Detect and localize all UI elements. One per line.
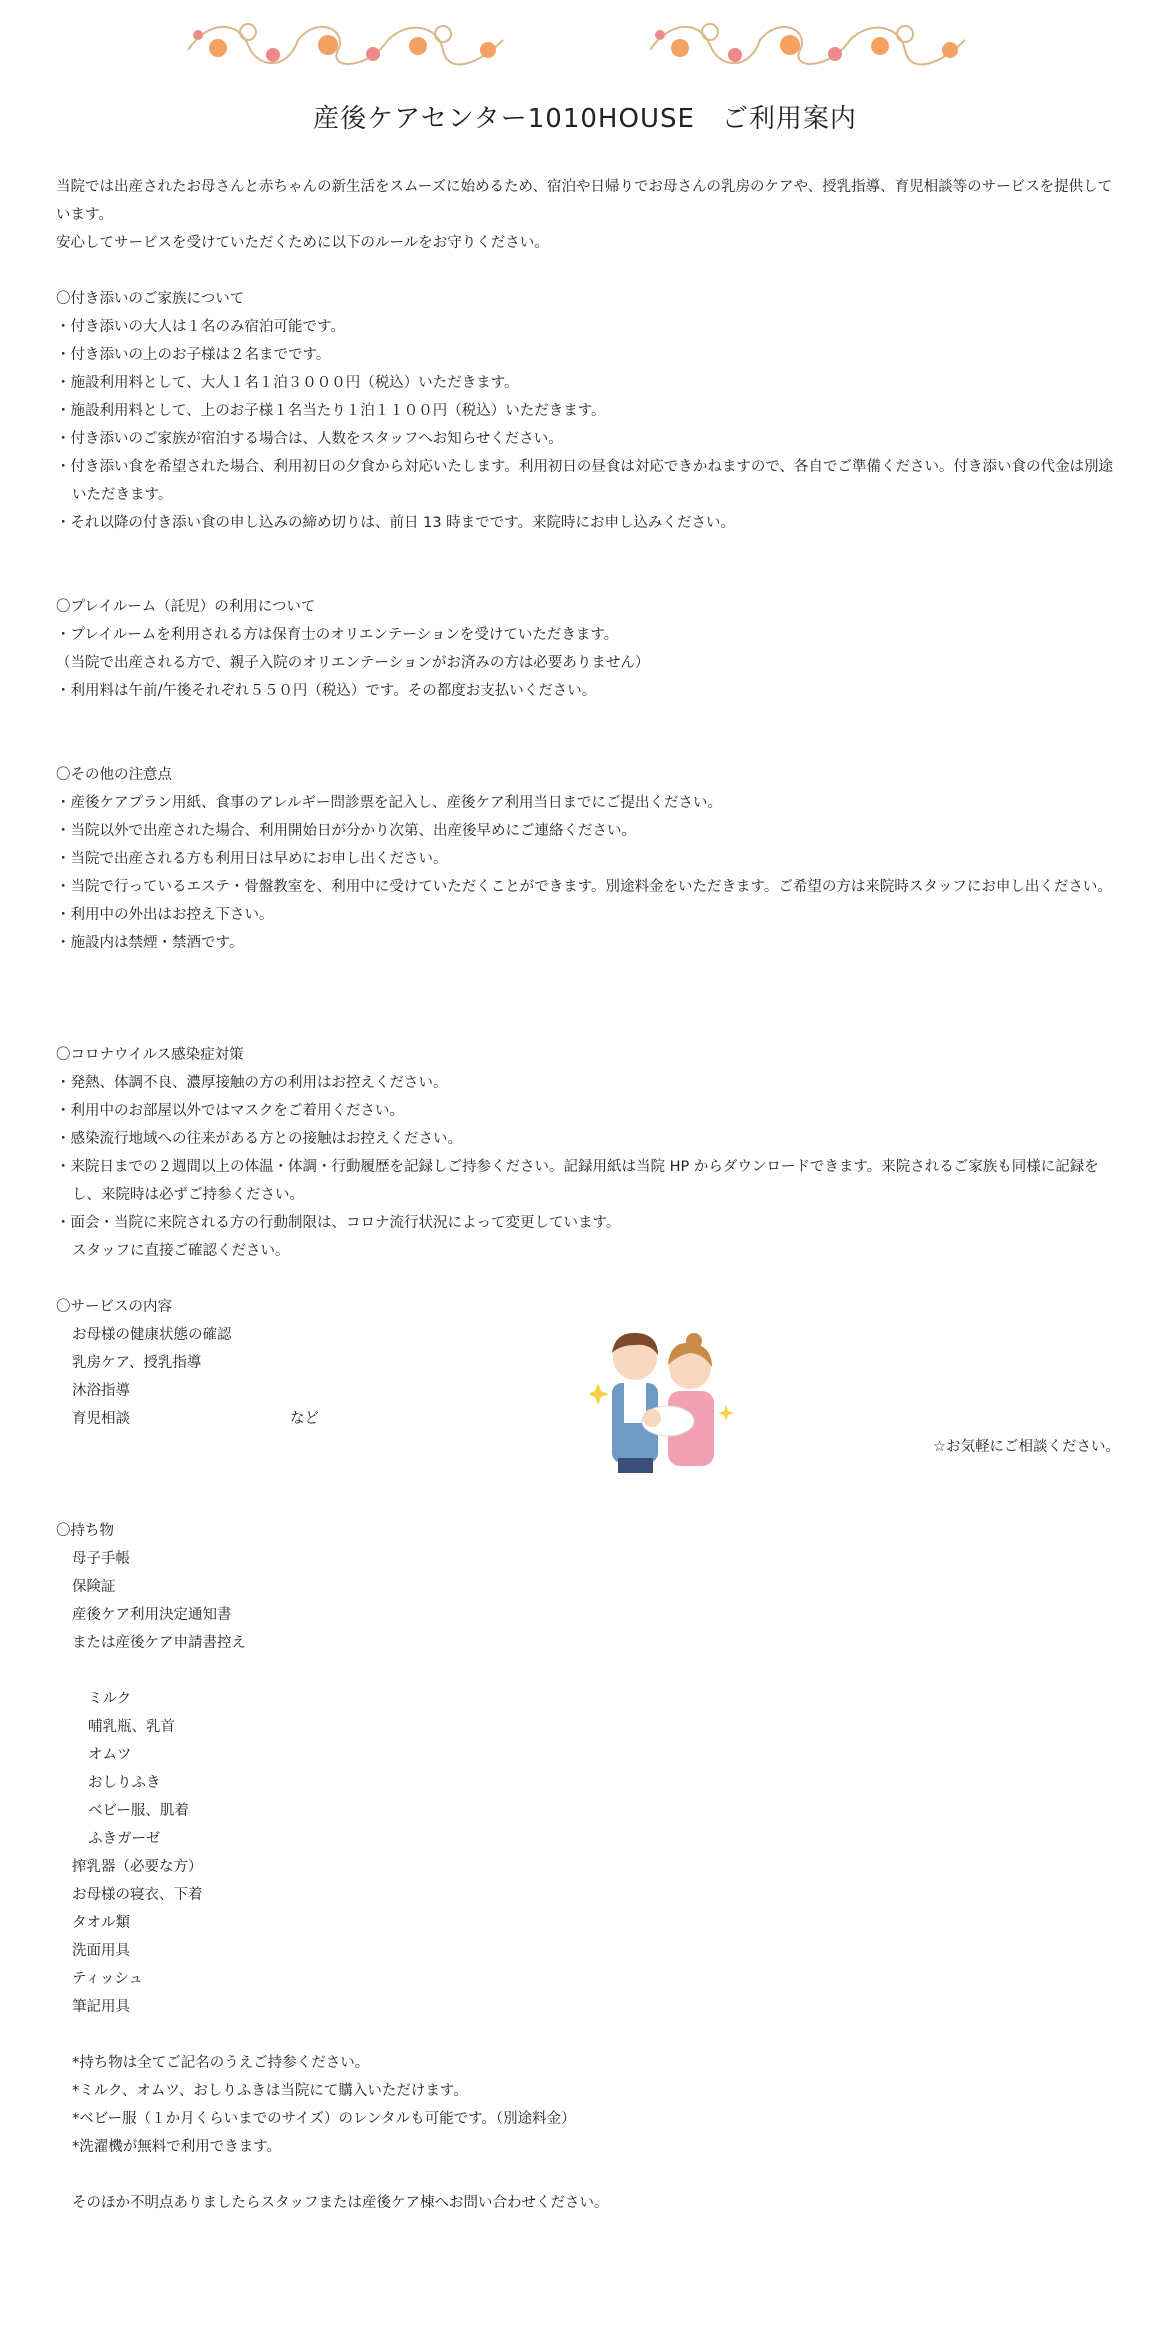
- guide-content: [56, 173, 1126, 2217]
- family-section: [56, 285, 1126, 537]
- services-section: [56, 1293, 1126, 1461]
- service-item: 乳房ケア、授乳指導: [72, 1355, 202, 1371]
- floral-decoration-left: [178, 10, 518, 80]
- belonging-item: ミルク: [88, 1691, 132, 1707]
- list-item: ・施設内は禁煙・禁酒です。: [56, 935, 244, 951]
- list-item: ・それ以降の付き添い食の申し込みの締め切りは、前日 13 時までです。来院時にお申し込みください。: [56, 515, 736, 531]
- page-title: 産後ケアセンター1010HOUSE ご利用案内: [313, 104, 857, 134]
- list-item: ・当院で行っているエステ・骨盤教室を、利用中に受けていただくことができます。別途料金をいただきます。ご希望の方は来院時スタッフにお申し出ください。: [56, 879, 1112, 895]
- service-etc: など: [290, 1411, 319, 1427]
- other-notes-section: [56, 761, 1126, 957]
- belonging-item: 哺乳瓶、乳首: [88, 1719, 175, 1735]
- service-item-row: [56, 1405, 1126, 1433]
- section-heading: 〇コロナウイルス感染症対策: [56, 1047, 244, 1063]
- belonging-item: ベビー服、肌着: [88, 1803, 189, 1819]
- belongings-note: *ベビー服（１か月くらいまでのサイズ）のレンタルも可能です。（別途料金）: [72, 2111, 576, 2127]
- floral-decoration-right: [640, 10, 980, 80]
- service-item: 沐浴指導: [72, 1383, 130, 1399]
- belonging-item: タオル類: [72, 1915, 130, 1931]
- belonging-item: 産後ケア利用決定通知書: [72, 1607, 232, 1623]
- list-item: ・当院で出産される方も利用日は早めにお申し出ください。: [56, 851, 448, 867]
- list-item: ・付き添いのご家族が宿泊する場合は、人数をスタッフへお知らせください。: [56, 431, 563, 447]
- list-item: ・当院以外で出産された場合、利用開始日が分かり次第、出産後早めにご連絡ください。: [56, 823, 636, 839]
- belonging-item: 母子手帳: [72, 1551, 130, 1567]
- service-item: お母様の健康状態の確認: [72, 1327, 232, 1343]
- service-item: 育児相談: [72, 1411, 130, 1427]
- list-item: ・来院日までの２週間以上の体温・体調・行動履歴を記録しご持参ください。記録用紙は当院 HP からダウンロードできます。来院されるご家族も同様に記録をし、来院時は必ずご持参ください。: [56, 1159, 1099, 1203]
- list-item: ・施設利用料として、大人１名１泊３０００円（税込）いただきます。: [56, 375, 519, 391]
- list-item: ・感染流行地域への往来がある方との接触はお控えください。: [56, 1131, 462, 1147]
- list-item: ・面会・当院に来院される方の行動制限は、コロナ流行状況によって変更しています。: [56, 1215, 621, 1231]
- closing-note: そのほか不明点ありましたらスタッフまたは産後ケア棟へお問い合わせください。: [72, 2195, 609, 2211]
- list-item: ・プレイルームを利用される方は保育士のオリエンテーションを受けていただきます。: [56, 627, 619, 643]
- consult-note: ☆お気軽にご相談ください。: [933, 1439, 1120, 1455]
- list-item: ・利用中の外出はお控え下さい。: [56, 907, 274, 923]
- intro-rules-note: 安心してサービスを受けていただくために以下のルールをお守りください。: [56, 235, 549, 251]
- belonging-item: ふきガーゼ: [88, 1831, 161, 1847]
- section-heading: 〇持ち物: [56, 1523, 114, 1539]
- belonging-item: 保険証: [72, 1579, 116, 1595]
- belonging-item: 搾乳器（必要な方）: [72, 1859, 203, 1875]
- belonging-item: お母様の寝衣、下着: [72, 1887, 203, 1903]
- list-item: ・利用料は午前/午後それぞれ５５０円（税込）です。その都度お支払いください。: [56, 683, 597, 699]
- list-item: ・付き添い食を希望された場合、利用初日の夕食から対応いたします。利用初日の昼食は対応できかねますので、各自でご準備ください。付き添い食の代金は別途いただきます。: [56, 459, 1114, 503]
- section-heading: 〇プレイルーム（託児）の利用について: [56, 599, 316, 615]
- belonging-item: 筆記用具: [72, 1999, 130, 2015]
- section-heading: 〇付き添いのご家族について: [56, 291, 245, 307]
- section-heading: 〇サービスの内容: [56, 1299, 172, 1315]
- belonging-item: 洗面用具: [72, 1943, 130, 1959]
- belonging-item: オムツ: [88, 1747, 132, 1763]
- list-item: （当院で出産される方で、親子入院のオリエンテーションがお済みの方は必要ありません）: [56, 655, 650, 671]
- list-item: ・利用中のお部屋以外ではマスクをご着用ください。: [56, 1103, 404, 1119]
- list-item: ・付き添いの上のお子様は２名までです。: [56, 347, 331, 363]
- intro-paragraph: 当院では出産されたお母さんと赤ちゃんの新生活をスムーズに始めるため、宿泊や日帰りでお母さんの乳房のケアや、授乳指導、育児相談等のサービスを提供しています。: [56, 179, 1113, 223]
- belongings-note: *持ち物は全てご記名のうえご持参ください。: [72, 2055, 370, 2071]
- belonging-item: ティッシュ: [72, 1971, 144, 1987]
- list-item: ・付き添いの大人は１名のみ宿泊可能です。: [56, 319, 345, 335]
- list-item-continuation: スタッフに直接ご確認ください。: [72, 1243, 290, 1259]
- belongings-note: *洗濯機が無料で利用できます。: [72, 2139, 282, 2155]
- playroom-section: [56, 593, 1126, 705]
- belonging-item: または産後ケア申請書控え: [72, 1635, 246, 1651]
- section-heading: 〇その他の注意点: [56, 767, 172, 783]
- list-item: ・施設利用料として、上のお子様１名当たり１泊１１００円（税込）いただきます。: [56, 403, 606, 419]
- belongings-section: [56, 1517, 1126, 2217]
- list-item: ・産後ケアプラン用紙、食事のアレルギー問診票を記入し、産後ケア利用当日までにご提出ください。: [56, 795, 723, 811]
- belonging-item: おしりふき: [88, 1775, 161, 1791]
- list-item: ・発熱、体調不良、濃厚接触の方の利用はお控えください。: [56, 1075, 448, 1091]
- belongings-note: *ミルク、オムツ、おしりふきは当院にて購入いただけます。: [72, 2083, 468, 2099]
- covid-section: [56, 1041, 1126, 1265]
